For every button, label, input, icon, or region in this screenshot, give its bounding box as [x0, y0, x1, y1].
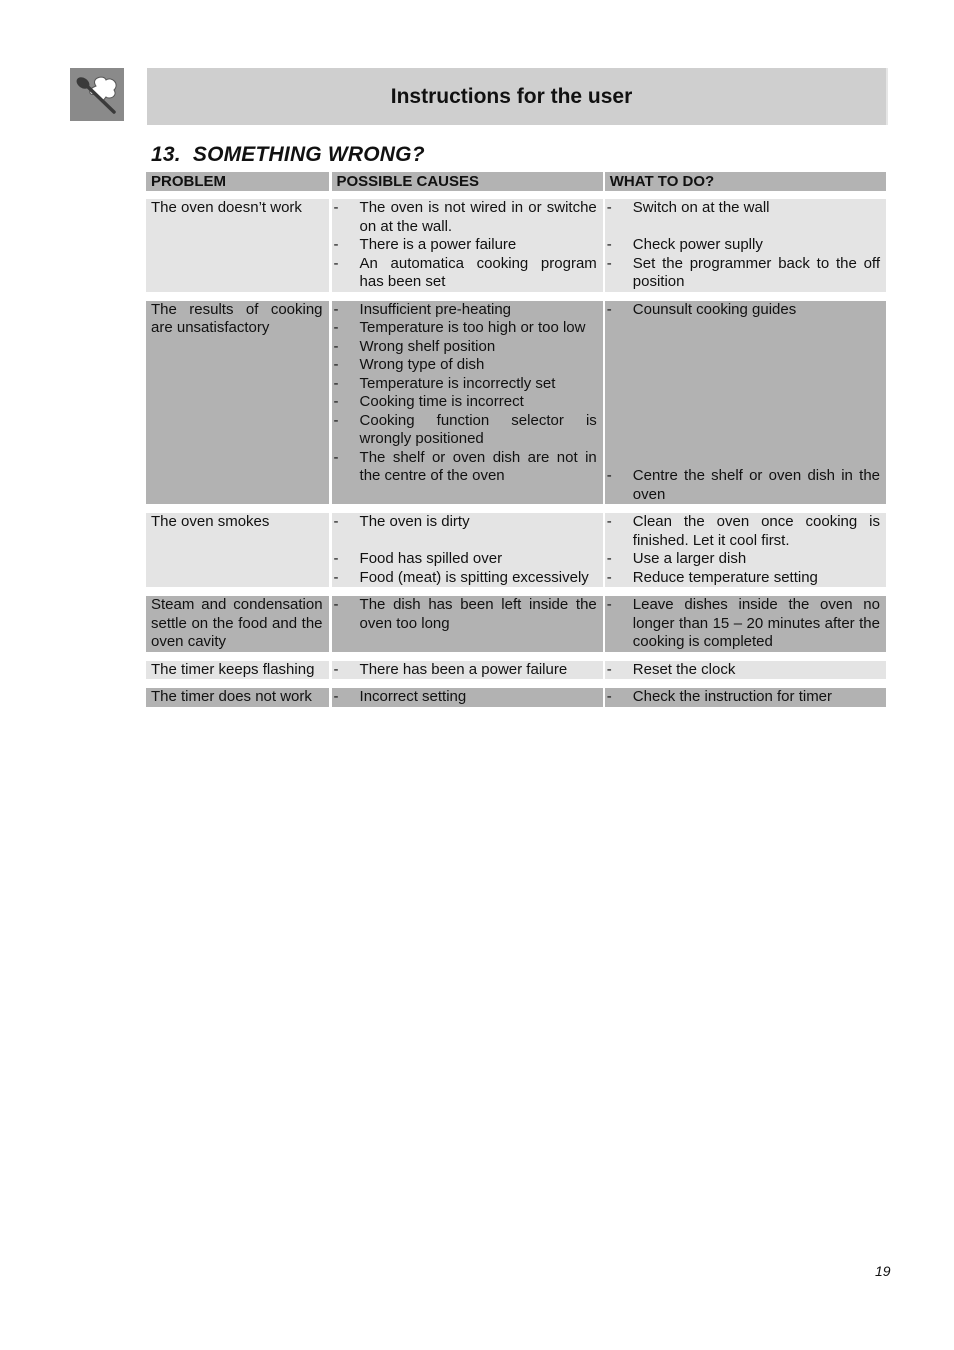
actions-cell: [605, 688, 886, 707]
section-title-text: SOMETHING WRONG?: [192, 143, 425, 166]
action-item: - Counsult cooking guides: [605, 301, 886, 320]
action-item: - Use a larger dish: [605, 550, 886, 569]
section-title: [151, 143, 425, 167]
cause-item: - Wrong shelf position: [332, 338, 603, 357]
actions-cell: [605, 661, 886, 680]
cause-item: - Insufficient pre-heating: [332, 301, 603, 320]
cause-item: - Food has spilled over: [332, 550, 603, 569]
cause-item: - There has been a power failure: [332, 661, 603, 680]
action-item: - Reset the clock: [605, 661, 886, 680]
causes-cell: [332, 661, 603, 680]
action-item: - Reduce temperature setting: [605, 569, 886, 588]
table-row: [146, 661, 886, 680]
action-item: - Leave dishes inside the oven no longer than 15 – 20 minutes after the cooking is completed: [605, 596, 886, 652]
header-title: Instructions for the user: [390, 84, 633, 108]
cause-item: - Cooking function selector is wrongly positioned: [332, 412, 603, 449]
cause-item: - The oven is dirty: [332, 513, 603, 532]
cause-item: - Incorrect setting: [332, 688, 603, 707]
cause-item: - There is a power failure: [332, 236, 603, 255]
causes-cell: [332, 199, 603, 292]
page-number: 19: [875, 1263, 891, 1279]
header-what-to-do: WHAT TO DO?: [605, 172, 886, 191]
actions-cell: [605, 301, 886, 505]
header-possible-causes: POSSIBLE CAUSES: [332, 172, 603, 191]
problem-cell: Steam and condensation settle on the food and the oven cavity: [146, 596, 329, 652]
actions-cell: [605, 199, 886, 292]
causes-cell: [332, 301, 603, 505]
table-row: [146, 688, 886, 707]
problem-cell: The timer keeps flashing: [146, 661, 329, 680]
cause-item: - Cooking time is incorrect: [332, 393, 603, 412]
section-number: 13.: [151, 143, 181, 166]
problem-cell: The results of cooking are unsatisfactory: [146, 301, 329, 505]
cause-item: - Temperature is too high or too low: [332, 319, 603, 338]
table-header-row: [146, 172, 886, 191]
action-item: - Clean the oven once cooking is finished. Let it cool first.: [605, 513, 886, 550]
header-bar: [147, 68, 888, 125]
action-item: - Centre the shelf or oven dish in the oven: [605, 467, 886, 504]
causes-cell: [332, 513, 603, 587]
cause-item: - Wrong type of dish: [332, 356, 603, 375]
troubleshooting-table: [146, 172, 886, 716]
action-item: - Set the programmer back to the off position: [605, 255, 886, 292]
problem-cell: The oven doesn’t work: [146, 199, 329, 292]
cause-item: - The shelf or oven dish are not in the centre of the oven: [332, 449, 603, 486]
action-item: - Switch on at the wall: [605, 199, 886, 218]
causes-cell: [332, 688, 603, 707]
cause-item: - The oven is not wired in or switche on at the wall.: [332, 199, 603, 236]
cause-item: - Temperature is incorrectly set: [332, 375, 603, 394]
actions-cell: [605, 596, 886, 652]
cause-item: - Food (meat) is spitting excessively: [332, 569, 603, 588]
cause-item: - The dish has been left inside the oven too long: [332, 596, 603, 633]
causes-cell: [332, 596, 603, 652]
table-row: [146, 513, 886, 587]
cause-item: - An automatica cooking program has been set: [332, 255, 603, 292]
problem-cell: The oven smokes: [146, 513, 329, 587]
spoon-chef-hat-icon: [72, 72, 122, 118]
problem-cell: The timer does not work: [146, 688, 329, 707]
header-problem: PROBLEM: [146, 172, 329, 191]
table-row: [146, 301, 886, 505]
action-item: - Check power suplly: [605, 236, 886, 255]
action-item: - Check the instruction for timer: [605, 688, 886, 707]
table-row: [146, 596, 886, 652]
table-row: [146, 199, 886, 292]
actions-cell: [605, 513, 886, 587]
logo: [70, 68, 124, 121]
